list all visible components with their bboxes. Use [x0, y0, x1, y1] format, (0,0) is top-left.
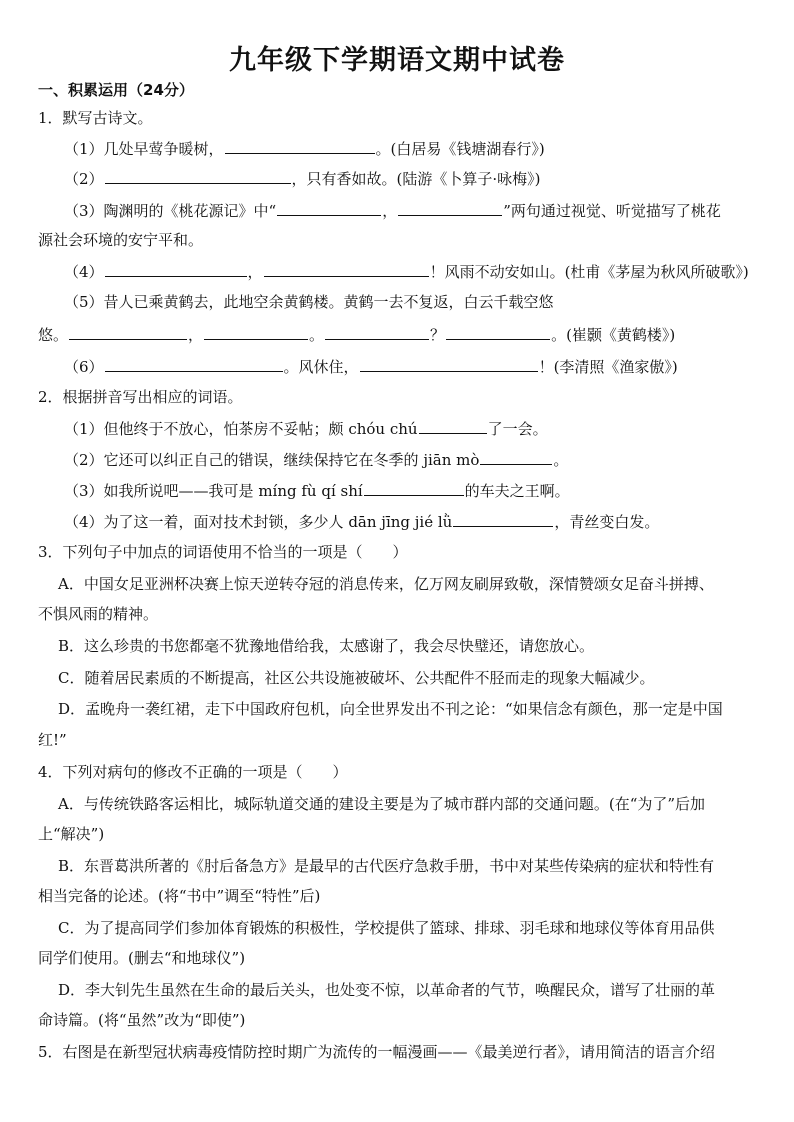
q1-item-5-text-b: 悠。 — [38, 326, 69, 344]
q2-item-4-text-b: ，青丝变白发。 — [554, 513, 660, 531]
q3-option-a: A．中国女足亚洲杯决赛上惊天逆转夺冠的消息传来，亿万网友刷屏致敬，深情赞颂女足奋斗拼搏、 — [58, 575, 714, 593]
q1-item-1 — [64, 138, 545, 159]
q1-item-2-text-b: ，只有香如故。(陆游《卜算子·咏梅》) — [291, 170, 541, 188]
q2-item-1-text-b: 了一会。 — [487, 420, 548, 438]
q1-item-6-text-a: （6） — [64, 358, 104, 376]
q1-item-4-text-b: ， — [247, 263, 263, 281]
q2-item-4-text-a: （4）为了这一着，面对技术封锁，多少人 dān jīng jié lǜ — [64, 513, 453, 531]
section-heading: 一、积累运用（24分） — [38, 81, 194, 99]
q1-item-1-text-a: （1）几处早莺争暖树， — [64, 140, 224, 158]
q4-option-a-cont: 上“解决”) — [38, 825, 105, 843]
q3-option-d-cont: 红!” — [38, 731, 67, 749]
q2-item-4 — [64, 511, 659, 532]
q1-item-5-text-c: ， — [188, 326, 204, 344]
q1-item-4-text-c: ！风雨不动安如山。(杜甫《茅屋为秋风所破歌》) — [429, 263, 749, 281]
q1-item-3-cont: 源社会环境的安宁平和。 — [38, 231, 204, 249]
q2-item-1 — [64, 418, 548, 439]
q3-stem: 3．下列句子中加点的词语使用不恰当的一项是（ ） — [38, 543, 408, 561]
answer-blank[interactable] — [480, 449, 552, 465]
q1-item-6 — [64, 356, 678, 377]
q4-option-b: B．东晋葛洪所著的《肘后备急方》是最早的古代医疗急救手册，书中对某些传染病的症状和特性有 — [58, 857, 715, 875]
q1-item-3-text-c: ”两句通过视觉、听觉描写了桃花 — [503, 202, 721, 220]
answer-blank[interactable] — [446, 324, 550, 340]
page-title: 九年级下学期语文期中试卷 — [229, 45, 565, 76]
q4-stem: 4．下列对病句的修改不正确的一项是（ ） — [38, 763, 348, 781]
q5-stem: 5．右图是在新型冠状病毒疫情防控时期广为流传的一幅漫画——《最美逆行者》，请用简洁的语言介绍 — [38, 1043, 716, 1061]
q4-option-d-cont: 命诗篇。(将“虽然”改为“即使”) — [38, 1011, 246, 1029]
q1-item-5-text-e: ？ — [430, 326, 446, 344]
q1-item-6-text-c: ！(李清照《渔家傲》) — [538, 358, 678, 376]
answer-blank[interactable] — [69, 324, 187, 340]
answer-blank[interactable] — [419, 418, 487, 434]
q1-item-5-text-d: 。 — [309, 326, 325, 344]
q1-item-2-text-a: （2） — [64, 170, 104, 188]
q1-item-3-text-b: ， — [382, 202, 398, 220]
q3-option-a-cont: 不惧风雨的精神。 — [38, 605, 159, 623]
q4-option-c-cont: 同学们使用。(删去“和地球仪”) — [38, 949, 246, 967]
q1-item-3 — [64, 200, 721, 221]
q1-item-4 — [64, 261, 749, 282]
q2-item-3-text-b: 的车夫之王啊。 — [464, 482, 570, 500]
answer-blank[interactable] — [105, 261, 247, 277]
q3-option-b: B．这么珍贵的书您都毫不犹豫地借给我，太感谢了，我会尽快璧还，请您放心。 — [58, 637, 595, 655]
q1-item-3-text-a: （3）陶渊明的《桃花源记》中“ — [64, 202, 277, 220]
q4-option-d: D．李大钊先生虽然在生命的最后关头，也处变不惊，以革命者的气节，唤醒民众，谱写了壮丽的革 — [58, 981, 716, 999]
answer-blank[interactable] — [277, 200, 381, 216]
q4-option-a: A．与传统铁路客运相比，城际轨道交通的建设主要是为了城市群内部的交通问题。(在“为了”后加 — [58, 795, 706, 813]
q1-item-5: （5）昔人已乘黄鹤去，此地空余黄鹤楼。黄鹤一去不复返，白云千载空悠 — [64, 293, 554, 311]
q1-item-4-text-a: （4） — [64, 263, 104, 281]
answer-blank[interactable] — [264, 261, 429, 277]
q4-option-c: C．为了提高同学们参加体育锻炼的积极性，学校提供了篮球、排球、羽毛球和地球仪等体育用品供 — [58, 919, 715, 937]
q2-item-2 — [64, 449, 568, 470]
answer-blank[interactable] — [364, 480, 464, 496]
answer-blank[interactable] — [204, 324, 308, 340]
q2-item-2-text-a: （2）它还可以纠正自己的错误，继续保持它在冬季的 jiān mò — [64, 451, 480, 469]
answer-blank[interactable] — [453, 511, 553, 527]
q1-item-6-text-b: 。风休住， — [283, 358, 359, 376]
q1-item-1-text-b: 。(白居易《钱塘湖春行》) — [375, 140, 545, 158]
q1-stem: 1．默写古诗文。 — [38, 109, 153, 127]
q3-option-c: C．随着居民素质的不断提高，社区公共设施被破坏、公共配件不胫而走的现象大幅减少。 — [58, 669, 655, 687]
q2-item-3-text-a: （3）如我所说吧——我可是 míng fù qí shí — [64, 482, 363, 500]
answer-blank[interactable] — [225, 138, 375, 154]
q2-item-1-text-a: （1）但他终于不放心，怕茶房不妥帖；颇 chóu chú — [64, 420, 418, 438]
q4-option-b-cont: 相当完备的论述。(将“书中”调至“特性”后) — [38, 887, 321, 905]
q2-stem: 2．根据拼音写出相应的词语。 — [38, 388, 243, 406]
answer-blank[interactable] — [105, 168, 291, 184]
q2-item-3 — [64, 480, 570, 501]
answer-blank[interactable] — [105, 356, 283, 372]
q3-option-d: D．孟晚舟一袭红裙，走下中国政府包机，向全世界发出不刊之论：“如果信念有颜色，那一定是中国 — [58, 700, 723, 718]
q1-item-5-cont — [38, 324, 675, 345]
q1-item-2 — [64, 168, 541, 189]
q1-item-5-text-f: 。(崔颢《黄鹤楼》) — [551, 326, 676, 344]
answer-blank[interactable] — [325, 324, 429, 340]
answer-blank[interactable] — [360, 356, 538, 372]
q2-item-2-text-b: 。 — [553, 451, 569, 469]
answer-blank[interactable] — [398, 200, 502, 216]
